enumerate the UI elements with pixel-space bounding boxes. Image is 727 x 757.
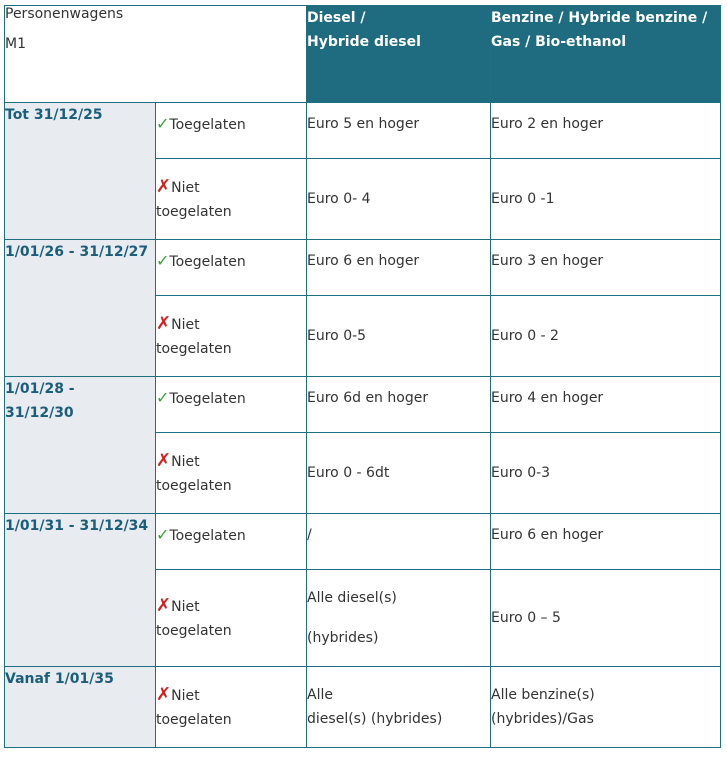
status-not-allowed-line1: Niet [171, 687, 200, 704]
diesel-column-header [307, 6, 491, 103]
check-icon: ✓ [156, 388, 170, 407]
status-not-allowed [156, 667, 307, 748]
benzine-allowed-value: Euro 4 en hoger [491, 377, 721, 433]
benzine-allowed-value: Euro 2 en hoger [491, 103, 721, 159]
benzine-column-header [491, 6, 721, 103]
status-not-allowed-line1: Niet [171, 598, 200, 615]
period-label: 1/01/31 - 31/12/34 [5, 514, 156, 667]
diesel-not-allowed-value [307, 570, 491, 667]
diesel-not-allowed-line1: Alle diesel(s) [307, 590, 397, 606]
diesel-not-allowed-line1: Alle [307, 687, 333, 703]
status-not-allowed [156, 570, 307, 667]
status-allowed [156, 240, 307, 296]
check-icon: ✓ [156, 114, 170, 133]
diesel-allowed-value: / [307, 514, 491, 570]
status-allowed-label: Toegelaten [169, 254, 246, 270]
benzine-allowed-value: Euro 6 en hoger [491, 514, 721, 570]
check-icon: ✓ [156, 251, 170, 270]
status-not-allowed [156, 296, 307, 377]
diesel-allowed-value: Euro 6 en hoger [307, 240, 491, 296]
cross-icon: ✗ [156, 594, 172, 616]
diesel-allowed-value: Euro 5 en hoger [307, 103, 491, 159]
status-allowed [156, 377, 307, 433]
cross-icon: ✗ [156, 312, 172, 334]
cross-icon: ✗ [156, 175, 172, 197]
diesel-not-allowed-value [307, 667, 491, 748]
diesel-not-allowed-value: Euro 0 - 6dt [307, 433, 491, 514]
diesel-not-allowed-line2: diesel(s) (hybrides) [307, 711, 443, 727]
cross-icon: ✗ [156, 683, 172, 705]
status-not-allowed-line2: toegelaten [156, 203, 232, 220]
diesel-not-allowed-value: Euro 0- 4 [307, 159, 491, 240]
benzine-header-line2: Gas / Bio-ethanol [491, 34, 627, 50]
cross-icon: ✗ [156, 449, 172, 471]
benzine-allowed-value: Euro 3 en hoger [491, 240, 721, 296]
status-allowed-label: Toegelaten [169, 391, 246, 407]
status-not-allowed-line1: Niet [171, 453, 200, 470]
lez-regulation-table [4, 5, 721, 748]
status-not-allowed-line1: Niet [171, 316, 200, 333]
benzine-not-allowed-value: Euro 0 -1 [491, 159, 721, 240]
status-allowed-label: Toegelaten [169, 117, 246, 133]
benzine-not-allowed-line1: Alle benzine(s) [491, 687, 595, 703]
status-not-allowed-line1: Niet [171, 179, 200, 196]
vehicle-category-label: Personenwagens [5, 6, 124, 22]
status-not-allowed-line2: toegelaten [156, 711, 232, 728]
benzine-header-line1: Benzine / Hybride benzine / [491, 10, 708, 26]
period-label-line2: 31/12/30 [5, 405, 74, 421]
table-row [5, 240, 721, 296]
status-not-allowed [156, 159, 307, 240]
table-row [5, 667, 721, 748]
benzine-not-allowed-value [491, 667, 721, 748]
table-row [5, 377, 721, 433]
status-not-allowed-line2: toegelaten [156, 622, 232, 639]
status-allowed-label: Toegelaten [169, 528, 246, 544]
status-not-allowed-line2: toegelaten [156, 477, 232, 494]
period-label-line1: 1/01/28 - [5, 381, 75, 397]
period-label: Tot 31/12/25 [5, 103, 156, 240]
period-label [5, 377, 156, 514]
vehicle-category-header [5, 6, 307, 103]
status-allowed [156, 514, 307, 570]
vehicle-class-label: M1 [5, 36, 26, 52]
benzine-not-allowed-value: Euro 0 – 5 [491, 570, 721, 667]
period-label: 1/01/26 - 31/12/27 [5, 240, 156, 377]
diesel-not-allowed-line2: (hybrides) [307, 630, 379, 646]
benzine-not-allowed-value: Euro 0 - 2 [491, 296, 721, 377]
status-allowed [156, 103, 307, 159]
benzine-not-allowed-line2: (hybrides)/Gas [491, 711, 594, 727]
status-not-allowed-line2: toegelaten [156, 340, 232, 357]
status-not-allowed [156, 433, 307, 514]
table-row [5, 514, 721, 570]
table-header-row [5, 6, 721, 103]
benzine-not-allowed-value: Euro 0-3 [491, 433, 721, 514]
diesel-header-line1: Diesel / [307, 10, 366, 26]
period-label: Vanaf 1/01/35 [5, 667, 156, 748]
diesel-not-allowed-value: Euro 0-5 [307, 296, 491, 377]
check-icon: ✓ [156, 525, 170, 544]
diesel-header-line2: Hybride diesel [307, 34, 421, 50]
table-row [5, 103, 721, 159]
diesel-allowed-value: Euro 6d en hoger [307, 377, 491, 433]
